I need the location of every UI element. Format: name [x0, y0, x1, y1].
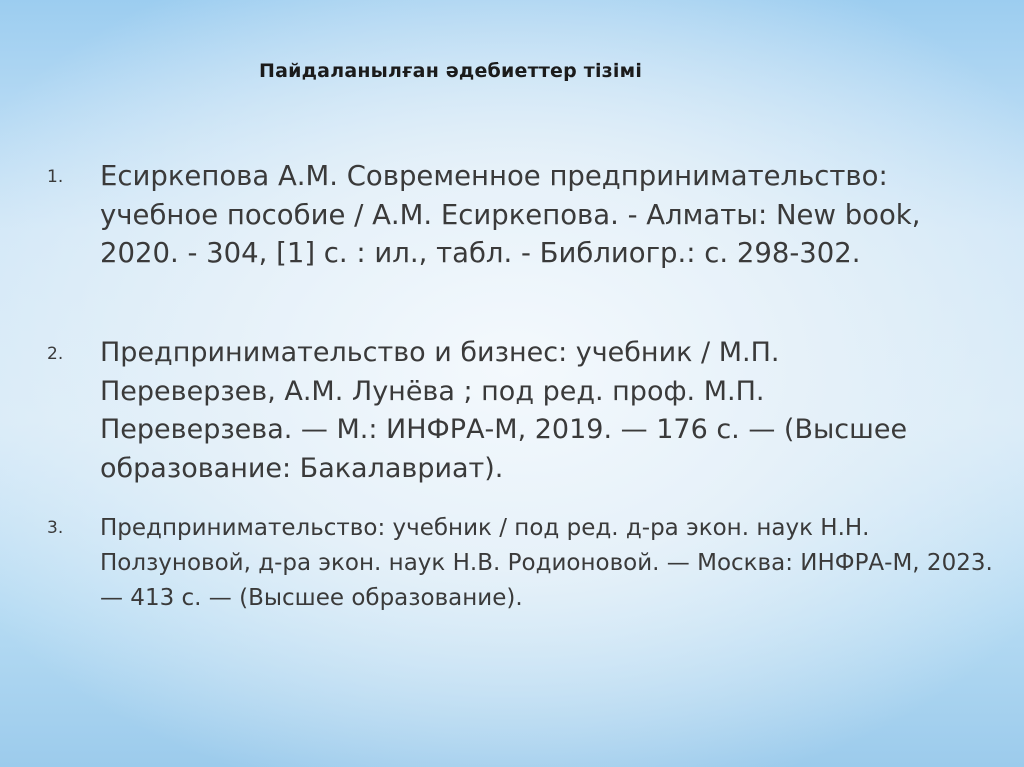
reference-number: 1. [47, 167, 64, 187]
reference-text: Предпринимательство и бизнес: учебник / М.П. Переверзев, А.М. Лунёва ; под ред. проф. М.П. Переверзева. — М.: ИНФРА-М, 2019. — 176 с. — (Высшее образование: Бакалавриат). [100, 337, 908, 484]
reference-number: 2. [47, 344, 64, 364]
reference-text: Предпринимательство: учебник / под ред. д-ра экон. наук Н.Н. Ползуновой, д-ра экон. наук Н.В. Родионовой. — Москва: ИНФРА-М, 2023. — 413 с. — (Высшее образование). [100, 515, 993, 611]
reference-item [47, 157, 980, 273]
slide-title: Пайдаланылған әдебиеттер тізімі [259, 60, 643, 82]
reference-text: Есиркепова А.М. Современное предпринимательство: учебное пособие / А.М. Есиркепова. - Алматы: New book, 2020. - 304, [1] с. : ил., табл. - Библиогр.: с. 298-302. [100, 160, 921, 269]
reference-item [47, 334, 960, 488]
reference-number: 3. [47, 518, 64, 538]
reference-item [47, 511, 1000, 616]
